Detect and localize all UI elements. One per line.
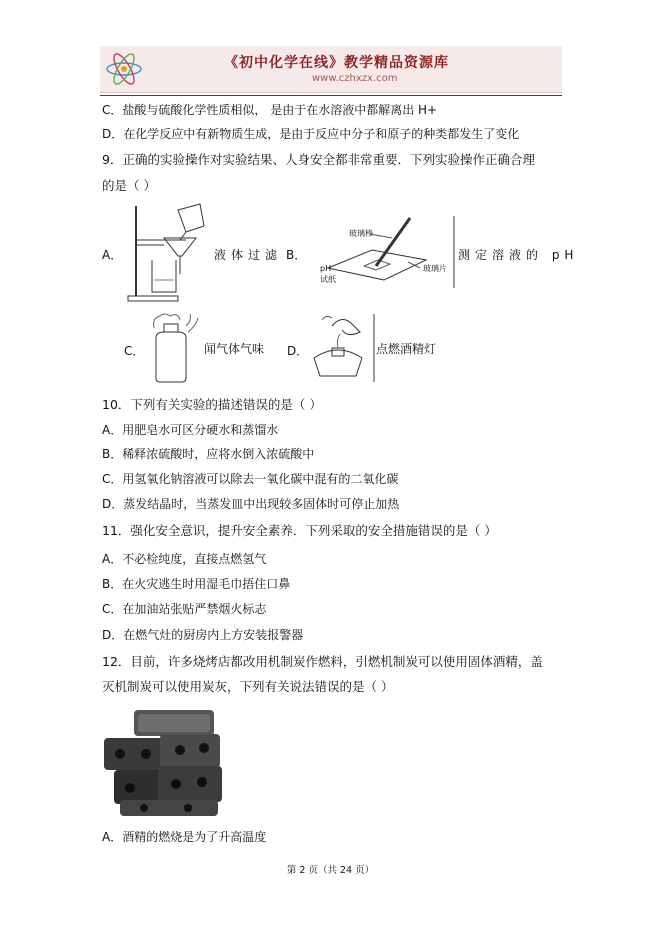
- q9-option-b-text: 测定溶液的 pH: [458, 248, 579, 262]
- q9-option-b-letter: B．: [286, 248, 307, 262]
- q12-option-a: A．酒精的燃烧是为了升高温度: [102, 830, 267, 844]
- q10-option-c: C．用氢氧化钠溶液可以除去一氧化碳中混有的二氧化碳: [102, 472, 399, 486]
- label-test-paper: 试纸: [320, 275, 336, 284]
- header-banner: [100, 46, 562, 93]
- q9-option-c-letter: C．: [124, 344, 145, 358]
- q10-option-d: D．蒸发结晶时，当蒸发皿中出现较多固体时可停止加热: [102, 497, 400, 511]
- option-c-line: C．盐酸与硫酸化学性质相似， 是由于在水溶液中都解离出 H+: [102, 103, 438, 117]
- q10-stem: 10．下列有关实验的描述错误的是（ ）: [102, 397, 322, 412]
- q9-option-a-text: 液体过滤: [214, 248, 283, 262]
- header-rule: [100, 95, 562, 96]
- label-glass-rod: 玻璃棒: [349, 229, 373, 238]
- q9-option-a-letter: A．: [102, 248, 123, 262]
- q11-option-a: A．不必检纯度，直接点燃氢气: [102, 552, 267, 566]
- q10-option-a: A．用肥皂水可区分硬水和蒸馏水: [102, 423, 279, 437]
- charcoal-briquettes-photo: [100, 708, 224, 820]
- banner-title: 《初中化学在线》教学精品资源库: [224, 55, 449, 71]
- q12-stem: 12．目前，许多烧烤店都改用机制炭作燃料，引燃机制炭可以使用固体酒精，盖: [102, 654, 543, 669]
- q12-stem-cont: 灭机制炭可以使用炭灰，下列有关说法错误的是（ ）: [102, 679, 394, 694]
- filtration-apparatus-figure: [124, 200, 214, 304]
- banner-url: www.czhxzx.com: [312, 73, 398, 84]
- q9-option-d-text: 点燃酒精灯: [376, 342, 437, 356]
- option-d-line: D．在化学反应中有新物质生成，是由于反应中分子和原子的种类都发生了变化: [102, 127, 520, 141]
- label-glass-plate: 玻璃片: [423, 264, 447, 273]
- alcohol-lamp-figure: [308, 312, 376, 384]
- page-number: 第 2 页（共 24 页）: [286, 865, 375, 876]
- q11-option-b: B．在火灾逃生时用湿毛巾捂住口鼻: [102, 577, 291, 591]
- smell-gas-figure: [146, 310, 202, 384]
- atom-logo-icon: [104, 52, 144, 86]
- q9-option-d-letter: D．: [287, 344, 309, 358]
- q9-option-c-text: 闻气体气味: [204, 342, 265, 356]
- q9-stem-cont: 的是（ ）: [102, 178, 156, 193]
- q11-option-d: D．在燃气灶的厨房内上方安装报警器: [102, 628, 304, 642]
- q11-stem: 11．强化安全意识，提升安全素养．下列采取的安全措施错误的是（ ）: [102, 523, 497, 538]
- q11-option-c: C．在加油站张贴严禁烟火标志: [102, 602, 267, 616]
- q10-option-b: B．稀释浓硫酸时，应将水倒入浓硫酸中: [102, 447, 315, 461]
- q9-stem: 9．正确的实验操作对实验结果、人身安全都非常重要．下列实验操作正确合理: [102, 152, 535, 167]
- label-ph: pH: [320, 264, 332, 273]
